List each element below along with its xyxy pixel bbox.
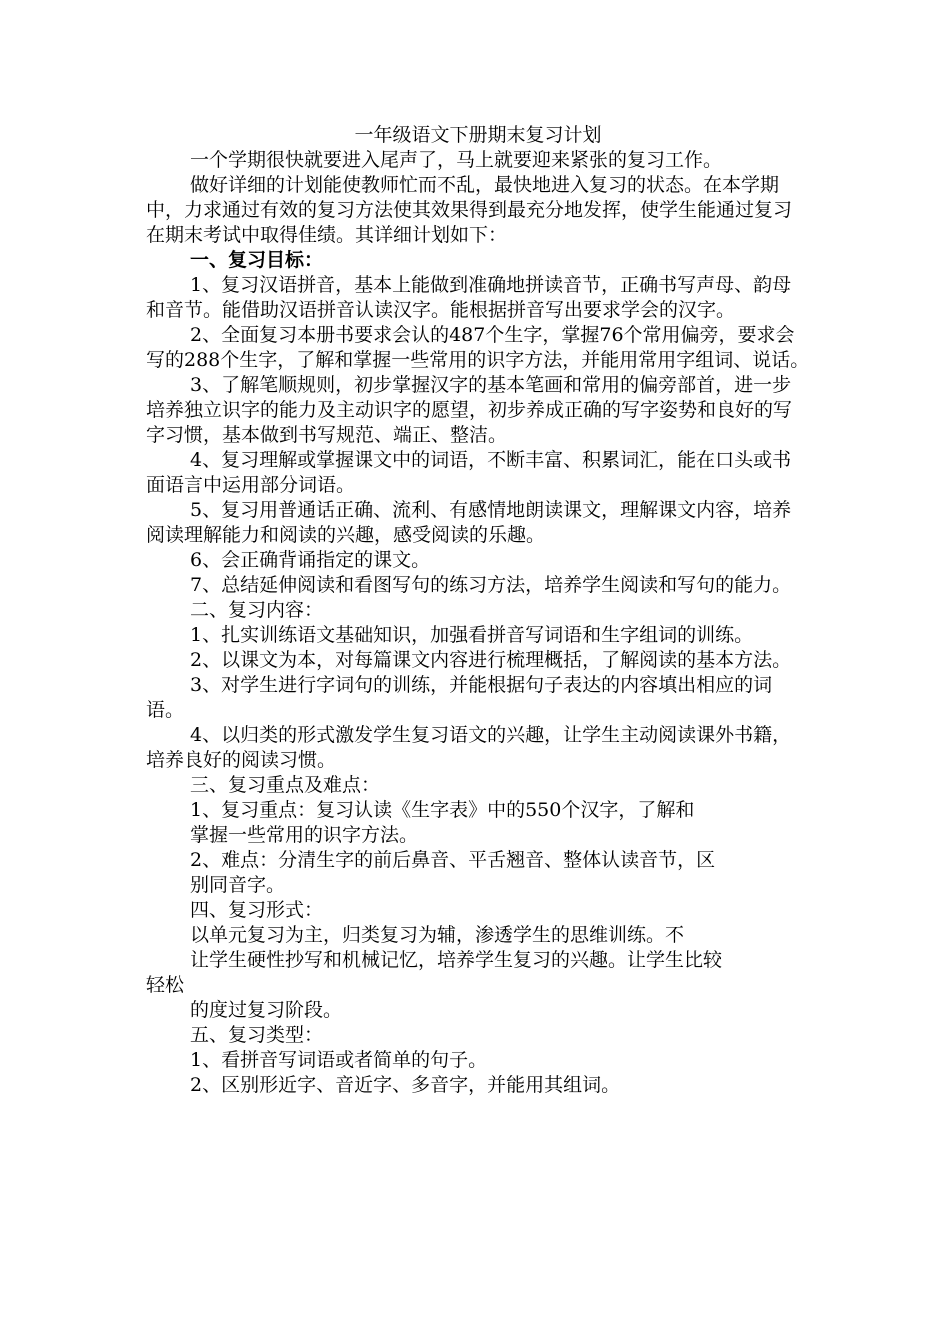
- document-body: [146, 123, 810, 1098]
- goal-item: 1、复习汉语拼音，基本上能做到准确地拼读音节，正确书写声母、韵母和音节。能借助汉语拼音认读汉字。能根据拼音写出要求学会的汉字。: [146, 274, 792, 321]
- content-item: 4、以归类的形式激发学生复习语文的兴趣，让学生主动阅读课外书籍，培养良好的阅读习惯。: [146, 724, 792, 771]
- goal-item: 4、复习理解或掌握课文中的词语，不断丰富、积累词汇，能在口头或书面语言中运用部分词语。: [146, 449, 792, 496]
- goal-item: 5、复习用普通话正确、流利、有感情地朗读课文，理解课文内容，培养阅读理解能力和阅读的兴趣，感受阅读的乐趣。: [146, 499, 792, 546]
- document-title: 一年级语文下册期末复习计划: [354, 124, 602, 146]
- focus-item-line: 掌握一些常用的识字方法。: [190, 824, 419, 846]
- goal-item: 2、全面复习本册书要求会认的487个生字，掌握76个常用偏旁，要求会写的288个生字，了解和掌握一些常用的识字方法，并能用常用字组词、说话。: [146, 324, 810, 371]
- form-line: 的度过复习阶段。: [190, 999, 343, 1021]
- type-item: 2、区别形近字、音近字、多音字，并能用其组词。: [190, 1074, 621, 1096]
- content-item: 3、对学生进行字词句的训练，并能根据句子表达的内容填出相应的词语。: [146, 674, 773, 721]
- form-line: 以单元复习为主，归类复习为辅，渗透学生的思维训练。不: [190, 924, 685, 946]
- form-line: 轻松: [146, 974, 185, 996]
- section-heading-focus: 三、复习重点及难点：: [190, 774, 381, 796]
- section-heading-content: 二、复习内容：: [190, 599, 324, 621]
- section-heading-form: 四、复习形式：: [190, 899, 324, 921]
- form-line: 让学生硬性抄写和机械记忆，培养学生复习的兴趣。让学生比较: [190, 949, 723, 971]
- difficulty-item-line: 别同音字。: [190, 874, 286, 896]
- content-item: 2、以课文为本，对每篇课文内容进行梳理概括，了解阅读的基本方法。: [190, 649, 792, 671]
- focus-item-line: 1、复习重点：复习认读《生字表》中的550个汉字，了解和: [190, 799, 695, 821]
- section-heading-types: 五、复习类型：: [190, 1024, 324, 1046]
- goal-item: 3、了解笔顺规则，初步掌握汉字的基本笔画和常用的偏旁部首，进一步培养独立识字的能力及主动识字的愿望，初步养成正确的写字姿势和良好的写字习惯，基本做到书写规范、端正、整洁。: [146, 374, 793, 446]
- goal-item: 7、总结延伸阅读和看图写句的练习方法，培养学生阅读和写句的能力。: [190, 574, 792, 596]
- intro-paragraph: 一个学期很快就要进入尾声了，马上就要迎来紧张的复习工作。: [190, 149, 723, 171]
- section-heading-goals: 一、复习目标：: [190, 249, 324, 271]
- content-item: 1、扎实训练语文基础知识，加强看拼音写词语和生字组词的训练。: [190, 624, 754, 646]
- goal-item: 6、会正确背诵指定的课文。: [190, 549, 431, 571]
- intro-paragraph: 做好详细的计划能使教师忙而不乱，最快地进入复习的状态。在本学期中，力求通过有效的复习方法使其效果得到最充分地发挥，使学生能通过复习在期末考试中取得佳绩。其详细计划如下：: [146, 174, 793, 246]
- difficulty-item-line: 2、难点：分清生字的前后鼻音、平舌翘音、整体认读音节，区: [190, 849, 716, 871]
- type-item: 1、看拼音写词语或者简单的句子。: [190, 1049, 488, 1071]
